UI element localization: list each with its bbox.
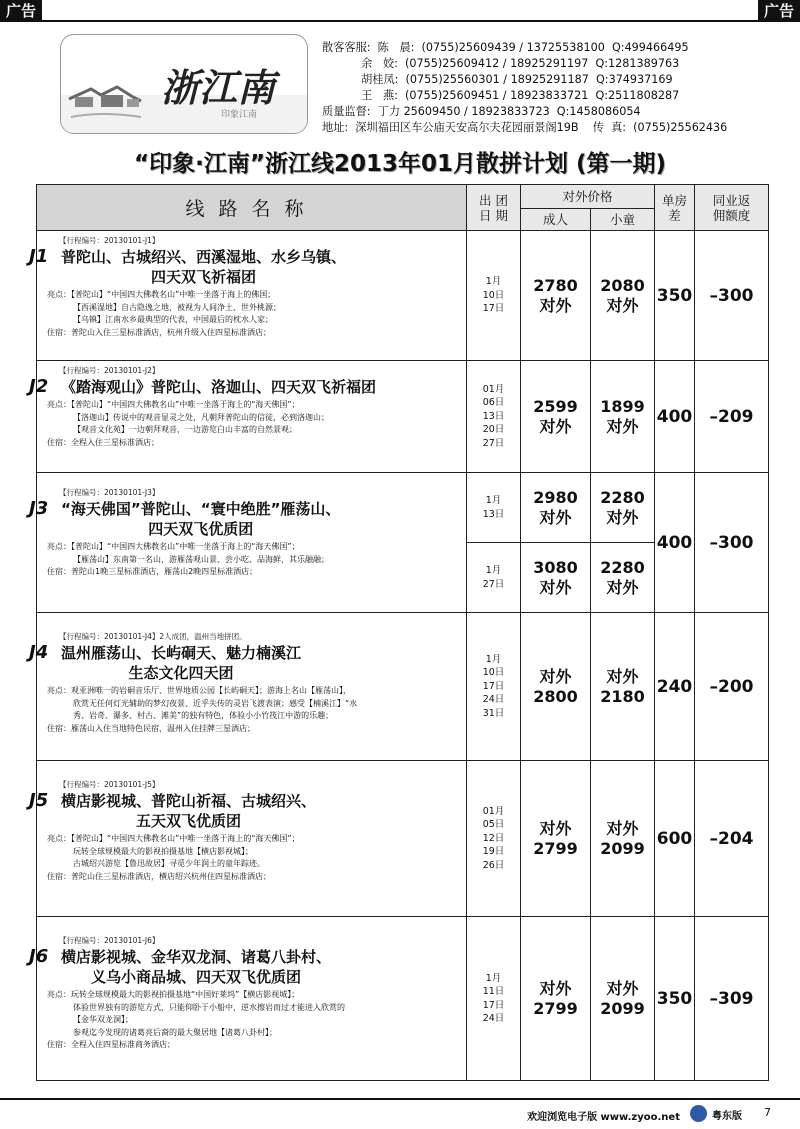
route-title-1: 《踏海观山》普陀山、洛迦山、四天双飞祈福团	[61, 378, 377, 396]
adult-price	[521, 543, 591, 613]
adult-price	[521, 917, 591, 1081]
price-note: 对外	[606, 577, 639, 597]
child-price	[591, 473, 655, 543]
price-value: 2800	[533, 686, 578, 706]
route-desc: 体验世界独有的游览方式，只能仰卧于小船中，逆水擦岩而过才能进入欣赏的	[73, 1002, 345, 1012]
route-row-j3	[37, 473, 769, 543]
footer-website[interactable]: 欢迎浏览电子版 www.zyoo.net	[527, 1112, 680, 1123]
price-note: 对外	[606, 507, 639, 527]
date: 13日	[482, 410, 505, 422]
date: 10日	[482, 289, 505, 301]
date: 01月	[482, 383, 505, 395]
price-value: 2799	[533, 838, 578, 858]
logo-subtitle: 印象江南	[221, 110, 258, 120]
date: 27日	[482, 578, 505, 590]
quality-supervisor: 质量监督: 丁力 25609450 / 18923833723 Q:1458086054	[322, 105, 641, 118]
route-cell-j6	[29, 917, 467, 1081]
address-line: 地址: 深圳福田区车公庙天安高尔夫花园丽景阁19B 传 真: (0755)25562436	[322, 121, 728, 134]
ad-label-left: 广告	[0, 0, 42, 22]
depart-dates	[467, 231, 521, 361]
route-desc: 参观迄今发现的诸葛亮后裔的最大聚居地【诸葛八卦村】；	[73, 1027, 277, 1037]
date: 27日	[482, 437, 505, 449]
route-desc: 亮点：玩转全球规模最大的影视拍摄基地“中国好莱坞”【横店影视城】；	[47, 990, 300, 999]
route-code: 【行程编号：20130101-J3】	[59, 488, 160, 497]
price-value: 1899	[600, 396, 645, 416]
rebate-amount: –200	[695, 613, 769, 761]
date: 24日	[482, 1013, 505, 1024]
depart-dates	[467, 917, 521, 1081]
date: 10日	[482, 667, 505, 679]
price-value: 2280	[600, 487, 645, 507]
date: 11日	[482, 986, 505, 997]
date: 17日	[482, 303, 505, 315]
depart-dates	[467, 613, 521, 761]
header-rebate-1: 同业返	[712, 192, 751, 208]
date: 1月	[485, 276, 502, 288]
header-price: 对外价格	[521, 185, 655, 209]
price-note: 对外	[539, 666, 572, 686]
price-value: 2280	[600, 557, 645, 577]
date: 20日	[482, 424, 505, 436]
route-cell-j4	[29, 613, 467, 761]
route-desc: 亮点：【普陀山】“中国四大佛教名山”中唯一坐落于海上的“海天佛国”；	[47, 834, 300, 843]
rebate-amount: –300	[695, 231, 769, 361]
page-title: “印象·江南”浙江线2013年01月散拼计划 (第一期)	[133, 151, 667, 177]
single-supplement: 600	[655, 761, 695, 917]
date: 06日	[482, 397, 505, 409]
date: 12日	[482, 832, 505, 844]
route-desc: 住宿：普陀山1晚三星标准酒店，雁荡山2晚四星标准酒店；	[47, 567, 258, 576]
route-title-1: “海天佛国”普陀山、“寰中绝胜”雁荡山、	[61, 500, 341, 518]
contact-line-4: 王 燕: (0755)25609451 / 18923833721 Q:2511808287	[322, 89, 680, 102]
route-cell-j1	[29, 231, 467, 361]
route-title-1: 温州雁荡山、长屿硐天、魅力楠溪江	[61, 644, 302, 662]
child-price	[591, 543, 655, 613]
route-id: J2	[29, 376, 49, 397]
header-route: 线路名称	[37, 185, 467, 231]
route-desc: 【观音文化苑】一边朝拜观音，一边游览白山丰富的自然景观；	[73, 425, 297, 434]
route-code: 【行程编号：20130101-J2】	[59, 366, 160, 375]
price-note: 对外	[539, 978, 572, 998]
header-child: 小童	[591, 209, 655, 231]
adult-price	[521, 613, 591, 761]
header-single	[655, 185, 695, 231]
single-supplement: 400	[655, 473, 695, 613]
child-price	[591, 361, 655, 473]
route-row-j1	[37, 231, 769, 361]
header-rebate-2: 佣额度	[712, 207, 751, 223]
route-row-j4	[37, 613, 769, 761]
child-price	[591, 613, 655, 761]
price-value: 2780	[533, 275, 578, 295]
route-desc: 住宿：全程入住四星标准商务酒店；	[47, 1040, 175, 1049]
rebate-amount: –209	[695, 361, 769, 473]
route-desc: 【雁荡山】东南第一名山，游雁荡观山景、尝小吃、品海鲜，其乐融融；	[73, 554, 329, 564]
date: 24日	[482, 694, 505, 706]
route-desc: 欣赏无任何灯光辅助的梦幻夜景、近乎失传的灵岩飞渡表演；感受【楠溪江】“水	[73, 698, 358, 708]
price-value: 2099	[600, 838, 645, 858]
price-value: 2099	[600, 998, 645, 1018]
route-title-2: 生态文化四天团	[128, 664, 234, 682]
date: 01月	[482, 805, 505, 817]
route-code: 【行程编号：20130101-J5】	[59, 780, 160, 789]
route-code: 【行程编号：20130101-J4】2人成团，温州当地拼团。	[59, 632, 247, 641]
route-desc: 住宿：雁荡山入住当地特色民宿，温州入住挂牌三星酒店；	[47, 723, 255, 733]
date: 31日	[482, 707, 505, 719]
date: 17日	[482, 999, 505, 1011]
route-desc: 古城绍兴游览【鲁迅故居】寻觅少年润土的童年踪迹。	[73, 859, 265, 868]
date: 17日	[482, 680, 505, 692]
header-depart	[467, 185, 521, 231]
date: 26日	[482, 859, 505, 871]
route-desc: 亮点：【普陀山】“中国四大佛教名山”中唯一坐落于海上的佛国；	[47, 290, 276, 299]
single-supplement: 350	[655, 231, 695, 361]
route-id: J6	[29, 946, 49, 967]
route-table	[29, 184, 769, 1081]
date: 1月	[485, 653, 502, 665]
route-desc: 秀、岩奇、瀑多、村古、滩美”的独有特色，体验小小竹筏江中游的乐趣；	[73, 711, 334, 720]
route-title-2: 四天双飞优质团	[148, 520, 254, 538]
price-value: 2180	[600, 686, 645, 706]
child-price	[591, 917, 655, 1081]
price-value: 2599	[533, 396, 578, 416]
price-value: 3080	[533, 557, 578, 577]
header-single-2: 差	[668, 207, 681, 223]
price-note: 对外	[539, 295, 572, 315]
route-cell-j2	[29, 361, 467, 473]
route-desc: 亮点：【普陀山】“中国四大佛教名山”中唯一坐落于海上的“海天佛国”；	[47, 400, 300, 409]
route-cell-j3	[29, 473, 467, 613]
single-supplement: 400	[655, 361, 695, 473]
route-desc: 【洛迦山】传说中的观音显灵之处，凡朝拜普陀山的信徒，必到洛迦山；	[73, 412, 329, 422]
rebate-amount: –300	[695, 473, 769, 613]
route-title-1: 横店影视城、普陀山祈福、古城绍兴、	[61, 792, 317, 810]
contact-line-2: 余 姣: (0755)25609412 / 18925291197 Q:1281389763	[322, 57, 680, 70]
route-desc: 【西溪湿地】自古隐逸之地，被视为人间净土、世外桃源；	[73, 302, 281, 312]
route-code: 【行程编号：20130101-J6】	[59, 936, 160, 945]
company-logo	[60, 34, 308, 134]
date: 1月	[485, 495, 502, 506]
price-note: 对外	[606, 978, 639, 998]
route-desc: 亮点：观亚洲唯一的岩硐音乐厅、世界地质公园【长屿硐天】；游海上名山【雁荡山】，	[47, 686, 351, 695]
price-value: 2080	[600, 275, 645, 295]
route-title-2: 五天双飞优质团	[136, 812, 242, 830]
adult-price	[521, 361, 591, 473]
date: 13日	[482, 508, 505, 520]
depart-dates	[467, 473, 521, 543]
ad-label-right: 广告	[758, 0, 800, 22]
header-rebate	[695, 185, 769, 231]
price-note: 对外	[606, 295, 639, 315]
adult-price	[521, 761, 591, 917]
adult-price	[521, 231, 591, 361]
single-supplement: 350	[655, 917, 695, 1081]
route-desc: 【金华双龙洞】；	[73, 1015, 133, 1024]
price-note: 对外	[539, 818, 572, 838]
footer-edition: 粤东版	[712, 1111, 742, 1122]
route-title-1: 普陀山、古城绍兴、西溪湿地、水乡乌镇、	[61, 248, 347, 266]
price-note: 对外	[606, 666, 639, 686]
date: 1月	[485, 565, 502, 576]
header-depart-1: 出 团	[479, 192, 508, 208]
route-id: J1	[29, 246, 49, 267]
route-id: J5	[29, 790, 49, 811]
route-title-2: 四天双飞祈福团	[151, 268, 257, 286]
contact-line-3: 胡桂凤: (0755)25560301 / 18925291187 Q:374937169	[322, 73, 673, 86]
route-id: J3	[29, 498, 49, 519]
route-desc: 住宿：全程入住三星标准酒店；	[47, 437, 159, 447]
child-price	[591, 761, 655, 917]
route-desc: 亮点：【普陀山】“中国四大佛教名山”中唯一坐落于海上的“海天佛国”；	[47, 542, 300, 551]
child-price	[591, 231, 655, 361]
depart-dates	[467, 361, 521, 473]
route-desc: 住宿：普陀山入住三星标准酒店，杭州升级入住四星标准酒店；	[47, 327, 271, 337]
route-row-j6	[37, 917, 769, 1081]
price-value: 2799	[533, 998, 578, 1018]
price-note: 对外	[606, 818, 639, 838]
page-number: 7	[764, 1106, 771, 1119]
logo-text: 浙江南	[161, 65, 276, 110]
price-value: 2980	[533, 487, 578, 507]
depart-dates	[467, 761, 521, 917]
header-depart-2: 日 期	[479, 207, 508, 223]
edition-badge-icon	[690, 1105, 707, 1122]
price-note: 对外	[606, 416, 639, 436]
route-cell-j5	[29, 761, 467, 917]
price-note: 对外	[539, 577, 572, 597]
route-desc: 【乌镇】江南水乡最典型的代表，中国最后的枕水人家；	[73, 315, 273, 324]
adult-price	[521, 473, 591, 543]
date: 05日	[482, 819, 505, 831]
route-row-j2	[37, 361, 769, 473]
rebate-amount: –309	[695, 917, 769, 1081]
route-desc: 住宿：普陀山住三星标准酒店，横店绍兴杭州住四星标准酒店；	[47, 871, 271, 881]
logo-graphic	[61, 35, 308, 134]
route-title-1: 横店影视城、金华双龙洞、诸葛八卦村、	[61, 948, 332, 966]
route-title-2: 义乌小商品城、四天双飞优质团	[91, 968, 302, 986]
date: 1月	[485, 972, 502, 984]
single-supplement: 240	[655, 613, 695, 761]
route-id: J4	[29, 642, 49, 663]
contact-line-1: 散客客服: 陈 晨: (0755)25609439 / 13725538100 Q:499466495	[322, 41, 689, 54]
footer-rule	[0, 1098, 800, 1100]
route-row-j5	[37, 761, 769, 917]
route-code: 【行程编号：20130101-J1】	[59, 236, 160, 245]
header-adult: 成人	[521, 209, 591, 231]
price-note: 对外	[539, 507, 572, 527]
route-desc: 玩转全球规模最大的影视拍摄基地【横店影视城】；	[73, 846, 253, 856]
header-single-1: 单房	[662, 192, 688, 208]
price-note: 对外	[539, 416, 572, 436]
date: 19日	[482, 846, 505, 858]
rebate-amount: –204	[695, 761, 769, 917]
top-rule	[0, 20, 800, 22]
depart-dates	[467, 543, 521, 613]
